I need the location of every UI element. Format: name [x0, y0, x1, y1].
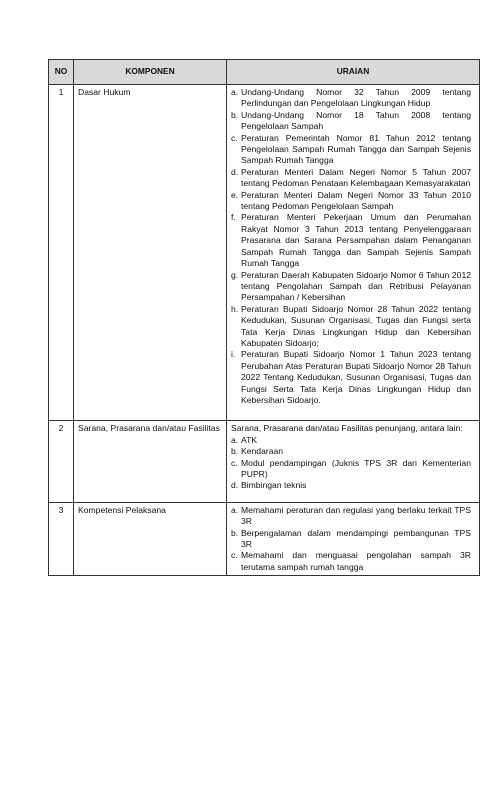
item-marker: i. [231, 349, 236, 360]
item-text: Peraturan Menteri Pekerjaan Umum dan Perumahan Rakyat Nomor 3 Tahun 2013 tentang Penyelenggaraan Prasarana dan Sarana Persampahan dalam Penanganan Sampah Rumah Tangga dan Sampah Sejenis Sampah Rumah Tangga [241, 212, 471, 269]
uraian-list [231, 505, 471, 573]
item-marker: a. [231, 87, 239, 97]
table-row [49, 85, 480, 421]
table-row [49, 421, 480, 502]
item-text: Peraturan Menteri Dalam Negeri Nomor 5 Tahun 2007 tentang Pedoman Penataan Kelembagaan Kemasyarakatan [241, 166, 471, 189]
header-row [49, 60, 480, 85]
list-item [231, 190, 471, 213]
header-no: NO [49, 60, 74, 85]
row-number: 2 [49, 421, 74, 502]
item-marker: a. [231, 504, 239, 515]
list-item [231, 505, 471, 528]
item-marker: h. [231, 303, 239, 314]
list-item [231, 167, 471, 190]
item-marker: c. [231, 550, 238, 561]
list-item [231, 349, 471, 406]
uraian-list [231, 435, 471, 492]
item-text: Memahami dan menguasai pengolahan sampah 3R terutama sampah rumah tangga [241, 550, 471, 572]
item-marker: c. [231, 132, 238, 143]
item-text: Peraturan Daerah Kabupaten Sidoarjo Nomor 6 Tahun 2012 tentang Pengolahan Sampah dan Retribusi Pelayanan Persampahan / Kebersihan [241, 269, 471, 303]
list-item [231, 550, 471, 573]
item-marker: d. [231, 166, 239, 177]
item-text: Undang-Undang Nomor 18 Tahun 2008 tentang Pengelolaan Sampah [241, 109, 471, 132]
list-item [231, 133, 471, 167]
item-marker: b. [231, 446, 239, 457]
row-number: 3 [49, 502, 74, 575]
list-item [231, 480, 471, 491]
item-text: Bimbingan teknis [241, 480, 307, 491]
item-text: Peraturan Menteri Dalam Negeri Nomor 33 Tahun 2010 tentang Pedoman Pengelolaan Sampah [241, 189, 471, 212]
item-text: ATK [241, 434, 258, 445]
item-marker: b. [231, 109, 239, 120]
item-marker: g. [231, 269, 239, 280]
list-item [231, 304, 471, 350]
list-item [231, 87, 471, 110]
list-item [231, 446, 471, 457]
row-komponen: Dasar Hukum [74, 85, 227, 421]
item-marker: d. [231, 480, 239, 491]
row-komponen: Kompetensi Pelaksana [74, 502, 227, 575]
list-item [231, 270, 471, 304]
uraian-intro: Sarana, Prasarana dan/atau Fasilitas penunjang, antara lain: [231, 423, 463, 434]
table-row [49, 502, 480, 575]
item-marker: f. [231, 212, 236, 223]
item-marker: e. [231, 189, 239, 200]
uraian-list [231, 87, 471, 406]
row-uraian [227, 502, 480, 575]
item-marker: b. [231, 527, 239, 538]
list-item [231, 458, 471, 481]
item-text: Modul pendampingan (Juknis TPS 3R dari Kementerian PUPR) [241, 457, 471, 479]
header-uraian: URAIAN [227, 60, 480, 85]
header-komponen: KOMPONEN [74, 60, 227, 85]
item-text: Peraturan Pemerintah Nomor 81 Tahun 2012 tentang Pengelolaan Sampah Rumah Tangga dan Sampah Sejenis Sampah Rumah Tangga [241, 132, 471, 166]
list-item [231, 435, 471, 446]
list-item [231, 110, 471, 133]
row-uraian [227, 421, 480, 502]
item-text: Peraturan Bupati Sidoarjo Nomor 28 Tahun 2022 tentang Kedudukan, Susunan Organisasi, Tugas dan Fungsi serta Tata Kerja Dinas Lingkungan Hidup dan Kebersihan Kabupaten Sidoarjo; [241, 303, 471, 348]
item-text: Berpengalaman dalam mendampingi pembangunan TPS 3R [241, 527, 471, 550]
uraian-table [48, 59, 480, 576]
row-komponen: Sarana, Prasarana dan/atau Fasilitas [74, 421, 227, 502]
item-text: Undang-Undang Nomor 32 Tahun 2009 tentang Perlindungan dan Pengelolaan Lingkungan Hidup [241, 87, 471, 109]
item-marker: c. [231, 457, 238, 468]
list-item [231, 528, 471, 551]
item-marker: a. [231, 434, 239, 445]
item-text: Peraturan Bupati Sidoarjo Nomor 1 Tahun 2023 tentang Perubahan Atas Peraturan Bupati Sidoarjo Nomor 28 Tahun 2022 Tentang Kedudukan, Susunan Organisasi, Tugas dan Fungsi Serta Tata Kerja Dinas Lingkungan Hidup dan Kebersihan Sidoarjo. [241, 349, 471, 405]
item-text: Kendaraan [241, 446, 284, 457]
row-uraian [227, 85, 480, 421]
item-text: Memahami peraturan dan regulasi yang berlaku terkait TPS 3R [241, 504, 471, 527]
row-number: 1 [49, 85, 74, 421]
list-item [231, 212, 471, 269]
